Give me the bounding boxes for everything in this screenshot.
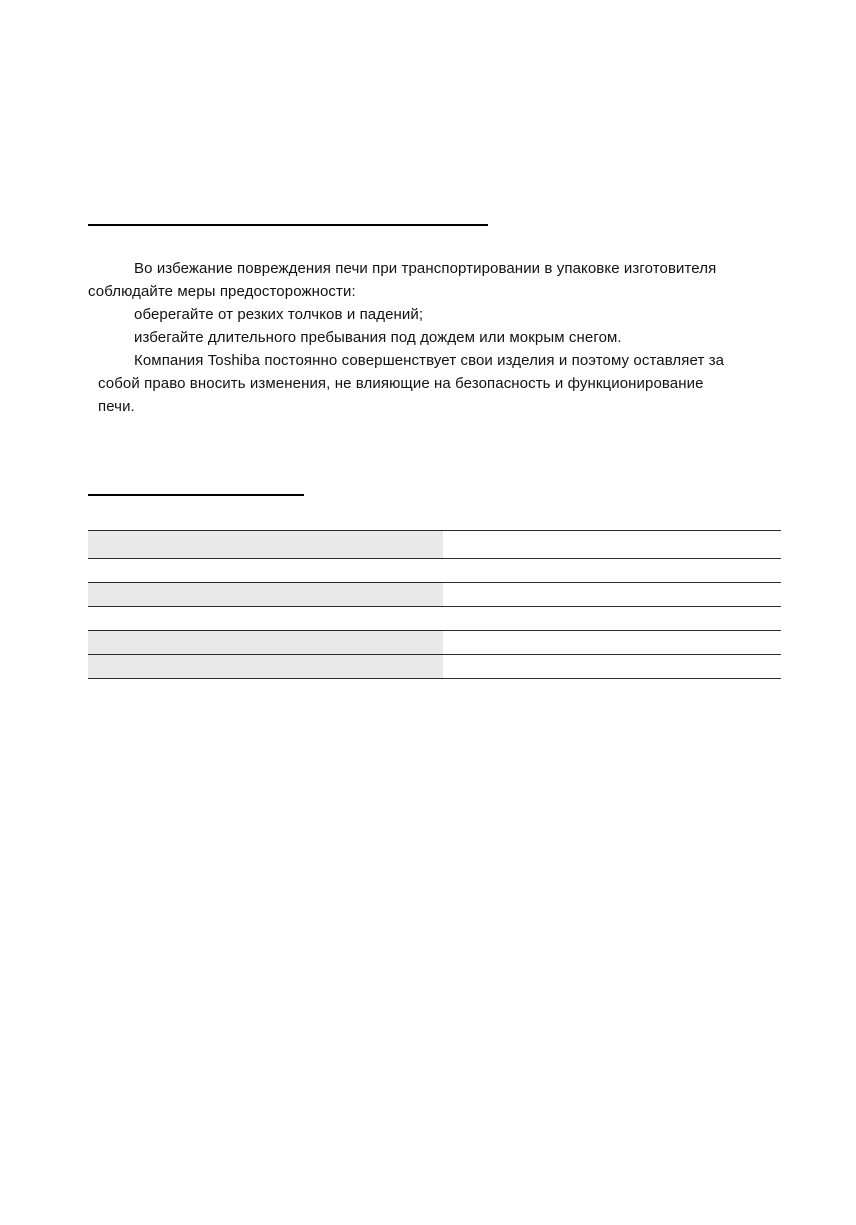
- section-heading-rule: [88, 224, 488, 226]
- spec-cell-value: [443, 631, 781, 654]
- spec-cell-value: [443, 531, 781, 558]
- spec-table: [88, 530, 781, 679]
- spec-table-row: [88, 655, 781, 679]
- spec-cell-label: [88, 531, 443, 558]
- spec-cell-label: [88, 559, 443, 582]
- spec-cell-value: [443, 559, 781, 582]
- spec-table-row: [88, 631, 781, 655]
- spec-cell-value: [443, 583, 781, 606]
- paragraph-line: собой право вносить изменения, не влияющие на безопасность и функционирование: [98, 375, 704, 392]
- spec-section-heading-rule: [88, 494, 304, 496]
- spec-table-row: [88, 531, 781, 559]
- spec-table-row: [88, 583, 781, 607]
- spec-cell-label: [88, 583, 443, 606]
- spec-cell-label: [88, 655, 443, 678]
- paragraph-line: соблюдайте меры предосторожности:: [88, 283, 356, 300]
- paragraph-line: печи.: [98, 398, 135, 415]
- spec-cell-label: [88, 631, 443, 654]
- spec-cell-value: [443, 655, 781, 678]
- spec-cell-label: [88, 607, 443, 630]
- spec-table-row: [88, 607, 781, 631]
- paragraph-line: Во избежание повреждения печи при транспортировании в упаковке изготовителя: [134, 260, 717, 277]
- spec-cell-value: [443, 607, 781, 630]
- transport-precautions-paragraph: [88, 257, 794, 418]
- paragraph-line: Компания Toshiba постоянно совершенствует свои изделия и поэтому оставляет за: [134, 352, 725, 369]
- paragraph-line: оберегайте от резких толчков и падений;: [134, 306, 424, 323]
- paragraph-line: избегайте длительного пребывания под дождем или мокрым снегом.: [134, 329, 622, 346]
- spec-table-row: [88, 559, 781, 583]
